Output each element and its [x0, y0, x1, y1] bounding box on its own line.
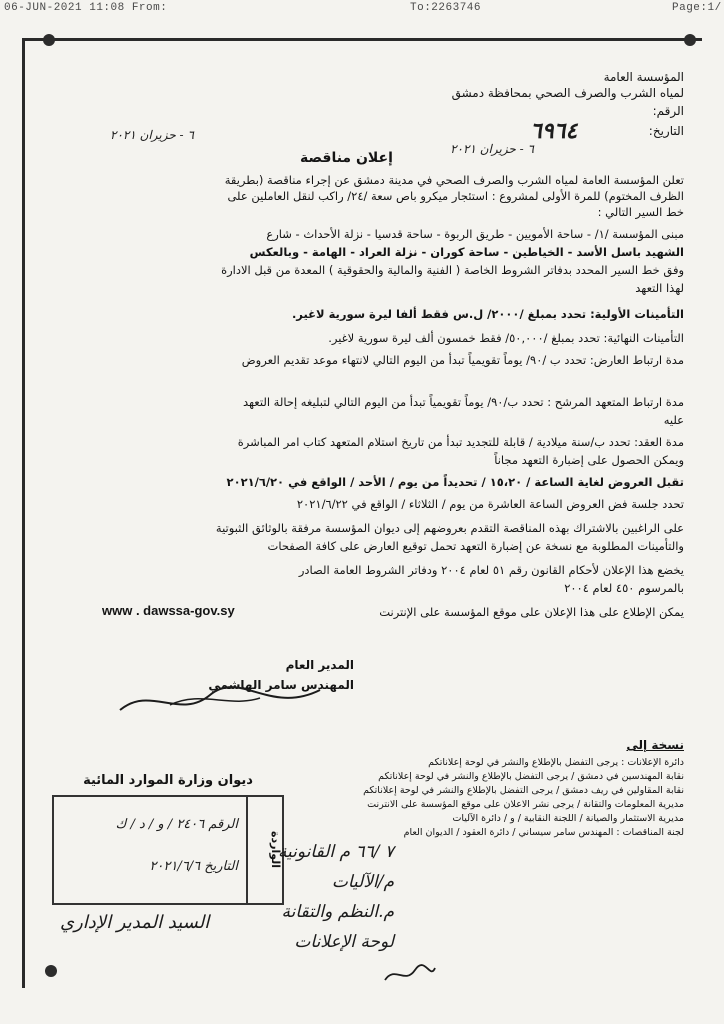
ref-label: الرقم:: [652, 104, 684, 118]
incoming-stamp: [52, 773, 284, 905]
intro-line-3: خط السير التالي :: [597, 205, 684, 219]
copy-item: دائرة الإعلانات : يرجى التفضل بالإطلاع والنشر في لوحة إعلاناتكم: [428, 757, 684, 768]
date-handwritten: ٦ - حزيران ٢٠٢١: [450, 142, 534, 156]
stamp-date: التاريخ ٢٠٢١/٦/٦: [149, 859, 238, 874]
copy-item: نقابة المقاولين في ريف دمشق / يرجى التفضل بالإطلاع والنشر في لوحة إعلاناتكم: [363, 785, 684, 796]
website-label: يمكن الإطلاع على هذا الإعلان على موقع المؤسسة على الإنترنت: [379, 605, 684, 619]
website-link[interactable]: www . dawssa-gov.sy: [102, 603, 235, 618]
copy-item: مديرية المعلومات والتقانة / يرجى نشر الاعلان على موقع المؤسسة على الانترنت: [367, 799, 684, 810]
intro-line-1: تعلن المؤسسة العامة لمياه الشرب والصرف الصحي في مدينة دمشق عن إجراء مناقصة (بطريقة: [224, 173, 684, 187]
org-subname: لمياه الشرب والصرف الصحي بمحافظة دمشق: [451, 86, 684, 100]
copies-title: نسخة إلى: [626, 738, 684, 752]
route-line-4: لهذا التعهد: [635, 281, 684, 295]
opening-session: تحدد جلسة فض العروض الساعة العاشرة من يوم / الثلاثاء / الواقع في ٢٠٢١/٦/٢٢: [296, 497, 684, 511]
initial-insurance: التأمينات الأولية: تحدد بمبلغ /٢٠٠٠/ ل.س فقط ألفا ليرة سورية لاغير.: [291, 307, 684, 321]
binder-hole: [43, 34, 55, 46]
copy-item: لجنة المناقصات : المهندس سامر سيساني / دائرة العقود / الديوان العام: [403, 827, 684, 838]
final-insurance: التأمينات النهائية: تحدد بمبلغ /٥٠,٠٠٠/ فقط خمسون ألف ليرة سورية لاغير.: [328, 331, 684, 345]
route-line-3: وفق خط السير المحدد بدفاتر الشروط الخاصة ( الفنية والمالية والحقوقية ) المعدة من قبل الادارة: [221, 263, 684, 277]
left-border-line: [22, 38, 25, 988]
handwritten-note-admin: السيد المدير الإداري: [60, 912, 210, 933]
ref-number: ٦٩٦٤: [530, 118, 578, 144]
handwritten-note-legal: ٧ /٦٦ م القانونية: [277, 842, 394, 862]
doc-title: إعلان مناقصة: [300, 150, 393, 166]
handwritten-note-vehicles: م/الآليات: [331, 872, 394, 892]
contractor-commitment: مدة ارتباط المتعهد المرشح : تحدد ب/٩٠/ يوماً تقويمياً تبدأ من اليوم التالي لتبليغه إحالة التعهد: [242, 395, 684, 409]
contract-duration-2: ويمكن الحصول على إضبارة التعهد مجاناً: [494, 453, 684, 467]
director-role: المدير العام: [285, 658, 354, 672]
copy-item: نقابة المهندسين في دمشق / يرجى التفضل بالإطلاع والنشر في لوحة إعلاناتكم: [378, 771, 684, 782]
fax-header-number: To:2263746: [410, 2, 482, 14]
route-line-1: مبنى المؤسسة /١/ - ساحة الأمويين - طريق الربوة - ساحة قدسيا - نزلة الأحداث - شارع: [266, 227, 684, 241]
stamp-number: الرقم ٢٤٠٦ / و / د / ك: [115, 817, 238, 832]
director-name: المهندس سامر الهاشمي: [208, 678, 354, 692]
bidder-commitment: مدة ارتباط العارض: تحدد ب /٩٠/ يوماً تقويمياً تبدأ من اليوم التالي لانتهاء موعد تقديم العروض: [241, 353, 684, 367]
submission-note-2: والتأمينات المطلوبة مع نسخة عن إضبارة التعهد تحمل توقيع العارض على كافة الصفحات: [267, 539, 684, 553]
stamp-title: ديوان وزارة الموارد المائية: [83, 773, 253, 788]
stamp-side-label: الواردة: [246, 797, 282, 903]
route-line-2: الشهيد باسل الأسد - الخياطين - ساحة كوران - نزلة العراد - الهامة - وبالعكس: [249, 245, 684, 259]
copies-list: [300, 756, 684, 840]
law-line-1: يخضع هذا الإعلان لأحكام القانون رقم ٥١ لعام ٢٠٠٤ ودفاتر الشروط العامة الصادر: [298, 563, 684, 577]
fax-page: Page:1/: [672, 2, 722, 14]
law-line-2: بالمرسوم ٤٥٠ لعام ٢٠٠٤: [564, 581, 684, 595]
date-left: ٦ - حزيران ٢٠٢١: [110, 128, 194, 142]
binder-hole: [684, 34, 696, 46]
signature-scribble: [110, 680, 330, 720]
contractor-commitment-2: عليه: [663, 413, 684, 427]
intro-line-2: الظرف المختوم) للمرة الأولى لمشروع : استئجار ميكرو باص سعة /٢٤/ راكب لنقل العاملين على: [227, 189, 684, 203]
handwritten-mark: [380, 960, 440, 990]
binder-hole: [45, 965, 57, 977]
contract-duration: مدة العقد: تحدد ب/سنة ميلادية / قابلة للتجديد تبدأ من تاريخ استلام المتعهد كتاب امر المباشرة: [237, 435, 684, 449]
fax-header-left: 06-JUN-2021 11:08 From:: [4, 2, 168, 14]
submission-note-1: على الراغبين بالاشتراك بهذه المناقصة التقدم بعروضهم إلى ديوان المؤسسة مرفقة بالوثائق الثبوتية: [215, 521, 684, 535]
top-border-line: [22, 38, 702, 41]
org-name: المؤسسة العامة: [603, 70, 684, 84]
copy-item: مديرية الاستثمار والصيانة / اللجنة النقابية / و / دائرة الآليات: [452, 813, 684, 824]
handwritten-note-board: لوحة الإعلانات: [294, 932, 394, 952]
handwritten-note-it: م.النظم والتقانة: [281, 902, 394, 922]
date-label: التاريخ:: [648, 124, 684, 138]
receipt-deadline: تقبل العروض لغاية الساعة / ١٥،٢٠ / تحديداً من يوم / الأحد / الواقع في ٢٠٢١/٦/٢٠: [226, 475, 684, 489]
